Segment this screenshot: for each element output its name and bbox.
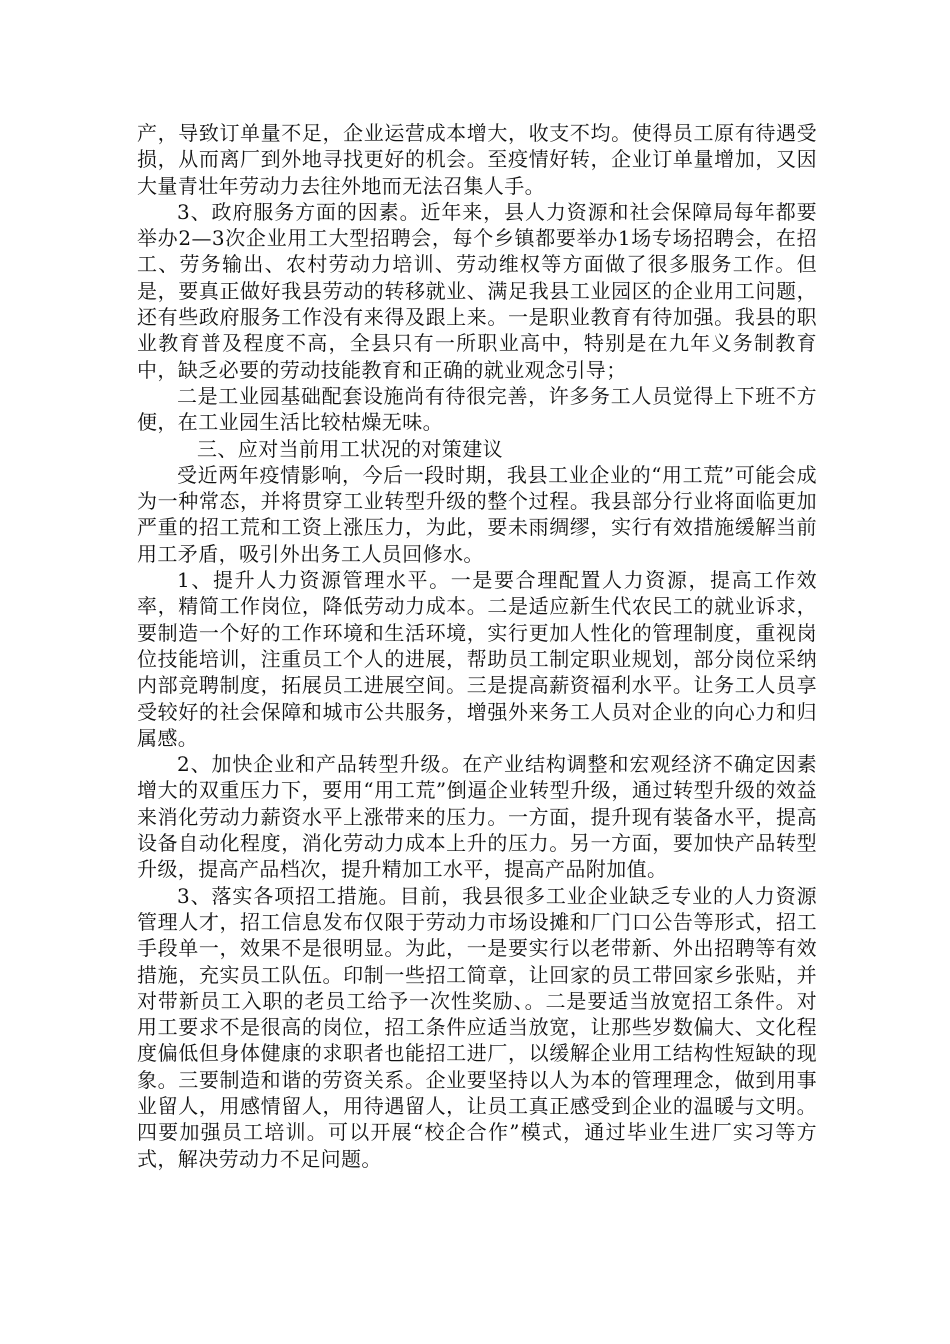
paragraph-government-service-factors: 3、政府服务方面的因素。近年来，县人力资源和社会保障局每年都要举办2—3次企业用工大型招聘会，每个乡镇都要举办1场专场招聘会，在招工、劳务输出、农村劳动力培训、劳动维权等方面做了很多服务工作。但是，要真正做好我县劳动的转移就业、满足我县工业园区的企业用工问题，还有些政府服务工作没有来得及跟上来。一是职业教育有待加强。我县的职业教育普及程度不高，全县只有一所职业高中，特别是在九年义务制教育中，缺乏必要的劳动技能教育和正确的就业观念引导； [137, 199, 817, 382]
paragraph-labor-shortage-outlook: 受近两年疫情影响，今后一段时期，我县工业企业的“用工荒”可能会成为一种常态，并将贯穿工业转型升级的整个过程。我县部分行业将面临更加严重的招工荒和工资上涨压力，为此，要未雨绸缪，实行有效措施缓解当前用工矛盾，吸引外出务工人员回修水。 [137, 462, 817, 566]
section-heading-countermeasures: 三、应对当前用工状况的对策建议 [197, 436, 503, 461]
paragraph-hr-management: 1、提升人力资源管理水平。一是要合理配置人力资源，提高工作效率，精简工作岗位，降低劳动力成本。二是适应新生代农民工的就业诉求，要制造一个好的工作环境和生活环境，实行更加人性化的管理制度，重视岗位技能培训，注重员工个人的进展，帮助员工制定职业规划，部分岗位采纳内部竞聘制度，拓展员工进展空间。三是提高薪资福利水平。让务工人员享受较好的社会保障和城市公共服务，增强外来务工人员对企业的向心力和归属感。 [137, 568, 817, 750]
paragraph-continuation: 产，导致订单量不足，企业运营成本增大，收支不均。使得员工原有待遇受损，从而离厂到外地寻找更好的机会。至疫情好转，企业订单量增加，又因大量青壮年劳动力去往外地而无法召集人手。 [137, 121, 817, 198]
paragraph-recruitment-measures: 3、落实各项招工措施。目前，我县很多工业企业缺乏专业的人力资源管理人才，招工信息发布仅限于劳动力市场设摊和厂门口公告等形式，招工手段单一，效果不是很明显。为此，一是要实行以老带新、外出招聘等有效措施，充实员工队伍。印制一些招工简章，让回家的员工带回家乡张贴，并对带新员工入职的老员工给予一次性奖励、。二是要适当放宽招工条件。对用工要求不是很高的岗位，招工条件应适当放宽，让那些岁数偏大、文化程度偏低但身体健康的求职者也能招工进厂，以缓解企业用工结构性短缺的现象。三要制造和谐的劳资关系。企业要坚持以人为本的管理理念，做到用事业留人，用感情留人，用待遇留人，让员工真正感受到企业的温暖与文明。四要加强员工培训。可以开展“校企合作”模式，通过毕业生进厂实习等方式，解决劳动力不足问题。 [137, 883, 817, 1171]
document-body [137, 120, 817, 1172]
paragraph-industry-upgrade: 2、加快企业和产品转型升级。在产业结构调整和宏观经济不确定因素增大的双重压力下，要用“用工荒”倒逼企业转型升级，通过转型升级的效益来消化劳动力薪资水平上涨带来的压力。一方面，提升现有装备水平，提高设备自动化程度，消化劳动力成本上升的压力。另一方面，要加快产品转型升级，提高产品档次，提升精加工水平，提高产品附加值。 [137, 752, 817, 882]
paragraph-industrial-park-facilities: 二是工业园基础配套设施尚有待很完善，许多务工人员觉得上下班不方便，在工业园生活比较枯燥无味。 [137, 383, 817, 435]
